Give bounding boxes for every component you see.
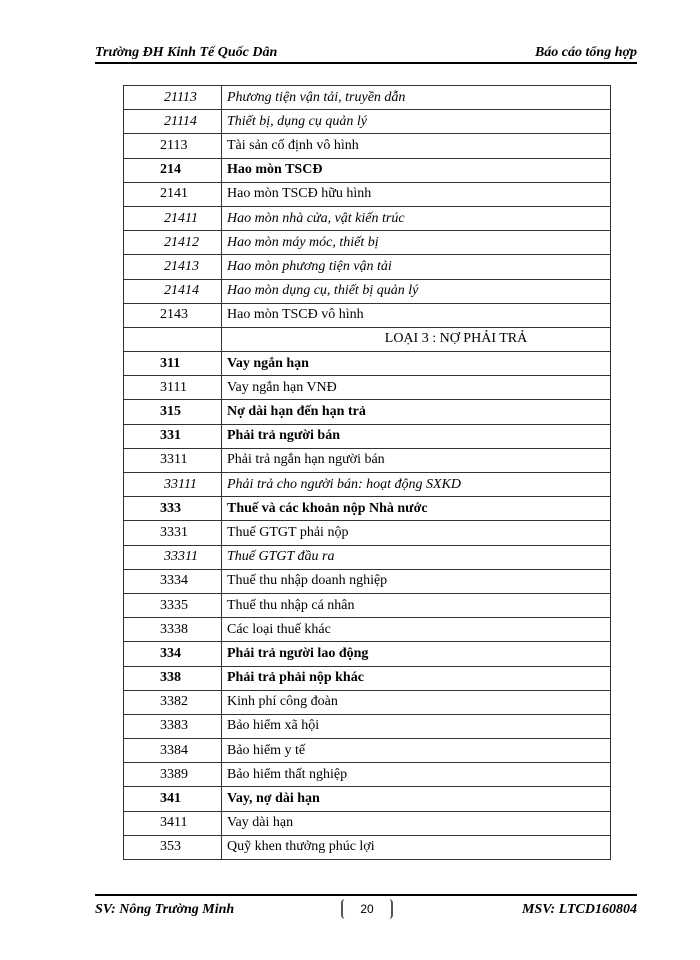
account-name: Phải trả phải nộp khác bbox=[222, 666, 611, 690]
table-row bbox=[124, 690, 611, 714]
account-name: Phương tiện vận tải, truyền dẫn bbox=[222, 86, 611, 110]
table-row bbox=[124, 618, 611, 642]
account-code: 3389 bbox=[124, 763, 222, 787]
account-name: Hao mòn phương tiện vận tải bbox=[222, 255, 611, 279]
account-code: 2141 bbox=[124, 182, 222, 206]
account-name: Hao mòn nhà cửa, vật kiến trúc bbox=[222, 206, 611, 230]
table-row bbox=[124, 206, 611, 230]
account-code: 3384 bbox=[124, 739, 222, 763]
footer-student: SV: Nông Trường Minh bbox=[95, 902, 235, 917]
account-name: Thuế GTGT đầu ra bbox=[222, 545, 611, 569]
account-code: 3111 bbox=[124, 376, 222, 400]
account-name: Vay ngắn hạn VNĐ bbox=[222, 376, 611, 400]
table-row bbox=[124, 110, 611, 134]
account-name: Thuế thu nhập doanh nghiệp bbox=[222, 569, 611, 593]
table-row bbox=[124, 424, 611, 448]
table-row bbox=[124, 497, 611, 521]
account-code: 21114 bbox=[124, 110, 222, 134]
table-row bbox=[124, 666, 611, 690]
account-code: 311 bbox=[124, 352, 222, 376]
account-code: 21412 bbox=[124, 231, 222, 255]
account-name: Thuế GTGT phải nộp bbox=[222, 521, 611, 545]
account-name: Phải trả ngắn hạn người bán bbox=[222, 448, 611, 472]
account-name: Các loại thuế khác bbox=[222, 618, 611, 642]
account-name: Kinh phí công đoàn bbox=[222, 690, 611, 714]
table-row bbox=[124, 593, 611, 617]
account-code: 3411 bbox=[124, 811, 222, 835]
account-code: 214 bbox=[124, 158, 222, 182]
account-code: 3311 bbox=[124, 448, 222, 472]
table-row bbox=[124, 714, 611, 738]
account-name: Phải trả người lao động bbox=[222, 642, 611, 666]
account-code: 315 bbox=[124, 400, 222, 424]
footer-student-id: MSV: LTCD160804 bbox=[522, 902, 637, 917]
account-code: 21411 bbox=[124, 206, 222, 230]
account-name: Bảo hiểm y tế bbox=[222, 739, 611, 763]
account-code: 21414 bbox=[124, 279, 222, 303]
account-name: Hao mòn TSCĐ hữu hình bbox=[222, 182, 611, 206]
table-row bbox=[124, 86, 611, 110]
table-row bbox=[124, 811, 611, 835]
header-university: Trường ĐH Kinh Tế Quốc Dân bbox=[95, 45, 278, 60]
page-number: 20 bbox=[341, 899, 393, 919]
account-name: Bảo hiểm xã hội bbox=[222, 714, 611, 738]
account-code: 2113 bbox=[124, 134, 222, 158]
account-name: Thuế và các khoản nộp Nhà nước bbox=[222, 497, 611, 521]
table-row bbox=[124, 400, 611, 424]
account-name: Hao mòn TSCĐ bbox=[222, 158, 611, 182]
account-code: 3383 bbox=[124, 714, 222, 738]
table-row bbox=[124, 473, 611, 497]
page-header bbox=[95, 42, 637, 64]
table-row bbox=[124, 182, 611, 206]
account-code: 3335 bbox=[124, 593, 222, 617]
table-row bbox=[124, 642, 611, 666]
account-code: 3338 bbox=[124, 618, 222, 642]
account-code: 3382 bbox=[124, 690, 222, 714]
account-table bbox=[123, 85, 611, 860]
account-name: Phải trả cho người bán: hoạt động SXKD bbox=[222, 473, 611, 497]
account-name: Nợ dài hạn đến hạn trả bbox=[222, 400, 611, 424]
account-name: Thiết bị, dụng cụ quản lý bbox=[222, 110, 611, 134]
table-row bbox=[124, 327, 611, 351]
account-code: 334 bbox=[124, 642, 222, 666]
account-name: Hao mòn TSCĐ vô hình bbox=[222, 303, 611, 327]
table-row bbox=[124, 835, 611, 859]
table-row bbox=[124, 739, 611, 763]
account-name: Quỹ khen thưởng phúc lợi bbox=[222, 835, 611, 859]
account-name: Thuế thu nhập cá nhân bbox=[222, 593, 611, 617]
account-code: 333 bbox=[124, 497, 222, 521]
account-name: LOẠI 3 : NỢ PHẢI TRẢ bbox=[222, 327, 611, 351]
table-row bbox=[124, 569, 611, 593]
table-row bbox=[124, 303, 611, 327]
account-code: 33111 bbox=[124, 473, 222, 497]
table-row bbox=[124, 376, 611, 400]
account-code: 353 bbox=[124, 835, 222, 859]
table-row bbox=[124, 279, 611, 303]
account-name: Vay dài hạn bbox=[222, 811, 611, 835]
table-row bbox=[124, 134, 611, 158]
account-name: Bảo hiểm thất nghiệp bbox=[222, 763, 611, 787]
account-code: 21413 bbox=[124, 255, 222, 279]
account-code: 3331 bbox=[124, 521, 222, 545]
account-code: 33311 bbox=[124, 545, 222, 569]
table-row bbox=[124, 231, 611, 255]
account-name: Vay, nợ dài hạn bbox=[222, 787, 611, 811]
header-report-title: Báo cáo tổng hợp bbox=[534, 45, 637, 60]
account-name: Hao mòn dụng cụ, thiết bị quản lý bbox=[222, 279, 611, 303]
table-row bbox=[124, 787, 611, 811]
table-row bbox=[124, 255, 611, 279]
account-name: Hao mòn máy móc, thiết bị bbox=[222, 231, 611, 255]
account-name: Tài sản cố định vô hình bbox=[222, 134, 611, 158]
table-row bbox=[124, 763, 611, 787]
page-footer bbox=[95, 894, 637, 917]
account-code: 341 bbox=[124, 787, 222, 811]
account-name: Vay ngắn hạn bbox=[222, 352, 611, 376]
account-code bbox=[124, 327, 222, 351]
account-code: 3334 bbox=[124, 569, 222, 593]
table-row bbox=[124, 352, 611, 376]
table-row bbox=[124, 521, 611, 545]
table-row bbox=[124, 545, 611, 569]
account-code: 331 bbox=[124, 424, 222, 448]
table-row bbox=[124, 448, 611, 472]
account-name: Phải trả người bán bbox=[222, 424, 611, 448]
table-row bbox=[124, 158, 611, 182]
account-code: 21113 bbox=[124, 86, 222, 110]
account-code: 2143 bbox=[124, 303, 222, 327]
account-code: 338 bbox=[124, 666, 222, 690]
